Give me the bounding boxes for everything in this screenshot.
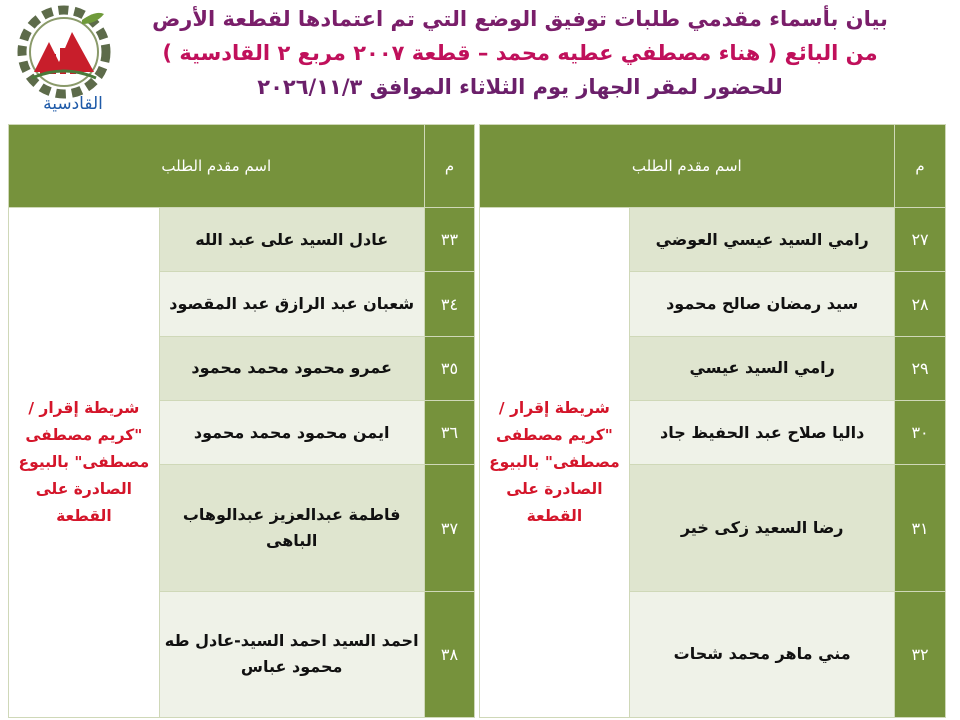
applicant-name: احمد السيد احمد السيد-عادل طه محمود عباس <box>159 591 424 717</box>
table-row <box>9 208 946 272</box>
applicant-name: فاطمة عبدالعزيز عبدالوهاب الباهى <box>159 465 424 591</box>
row-number: ٣٨ <box>424 591 475 717</box>
applicant-name: ايمن محمود محمد محمود <box>159 401 424 465</box>
row-number: ٣٥ <box>424 336 475 400</box>
header-title: بيان بأسماء مقدمي طلبات توفيق الوضع التي تم اعتمادها لقطعة الأرض <box>152 7 888 31</box>
row-number: ٣٣ <box>424 208 475 272</box>
header-num-left: م <box>424 125 475 208</box>
applicant-name: رامي السيد عيسي <box>630 336 895 400</box>
condition-note-left: شريطة إقرار / "كريم مصطفى مصطفى" بالبيوع الصادرة على القطعة <box>9 208 160 718</box>
applicant-name: عادل السيد على عبد الله <box>159 208 424 272</box>
authority-logo <box>4 2 116 118</box>
row-number: ٢٨ <box>895 272 946 336</box>
row-number: ٣٢ <box>895 591 946 717</box>
applicant-name: رضا السعيد زكى خير <box>630 465 895 591</box>
header-name-left: اسم مقدم الطلب <box>9 125 425 208</box>
row-number: ٣٧ <box>424 465 475 591</box>
applicant-name: رامي السيد عيسي العوضي <box>630 208 895 272</box>
logo-caption: القادسية <box>43 94 103 114</box>
row-number: ٣٤ <box>424 272 475 336</box>
header-appointment: للحضور لمقر الجهاز يوم الثلاثاء الموافق ٢٠٢٦/١١/٣ <box>257 75 783 99</box>
row-number: ٣٠ <box>895 401 946 465</box>
table-header-row <box>9 125 946 208</box>
row-number: ٢٩ <box>895 336 946 400</box>
page-header <box>120 0 920 104</box>
applicant-name: عمرو محمود محمد محمود <box>159 336 424 400</box>
condition-note-right: شريطة إقرار / "كريم مصطفى مصطفى" بالبيوع الصادرة على القطعة <box>479 208 630 718</box>
header-num-right: م <box>895 125 946 208</box>
row-number: ٢٧ <box>895 208 946 272</box>
row-number: ٣٦ <box>424 401 475 465</box>
row-number: ٣١ <box>895 465 946 591</box>
applicant-name: مني ماهر محمد شحات <box>630 591 895 717</box>
header-name-right: اسم مقدم الطلب <box>479 125 895 208</box>
applicants-table <box>8 124 946 718</box>
applicant-name: شعبان عبد الرازق عبد المقصود <box>159 272 424 336</box>
header-seller: من البائع ( هناء مصطفي عطيه محمد – قطعة ٢٠٠٧ مربع ٢ القادسية ) <box>162 41 878 65</box>
applicant-name: داليا صلاح عبد الحفيظ جاد <box>630 401 895 465</box>
applicant-name: سيد رمضان صالح محمود <box>630 272 895 336</box>
